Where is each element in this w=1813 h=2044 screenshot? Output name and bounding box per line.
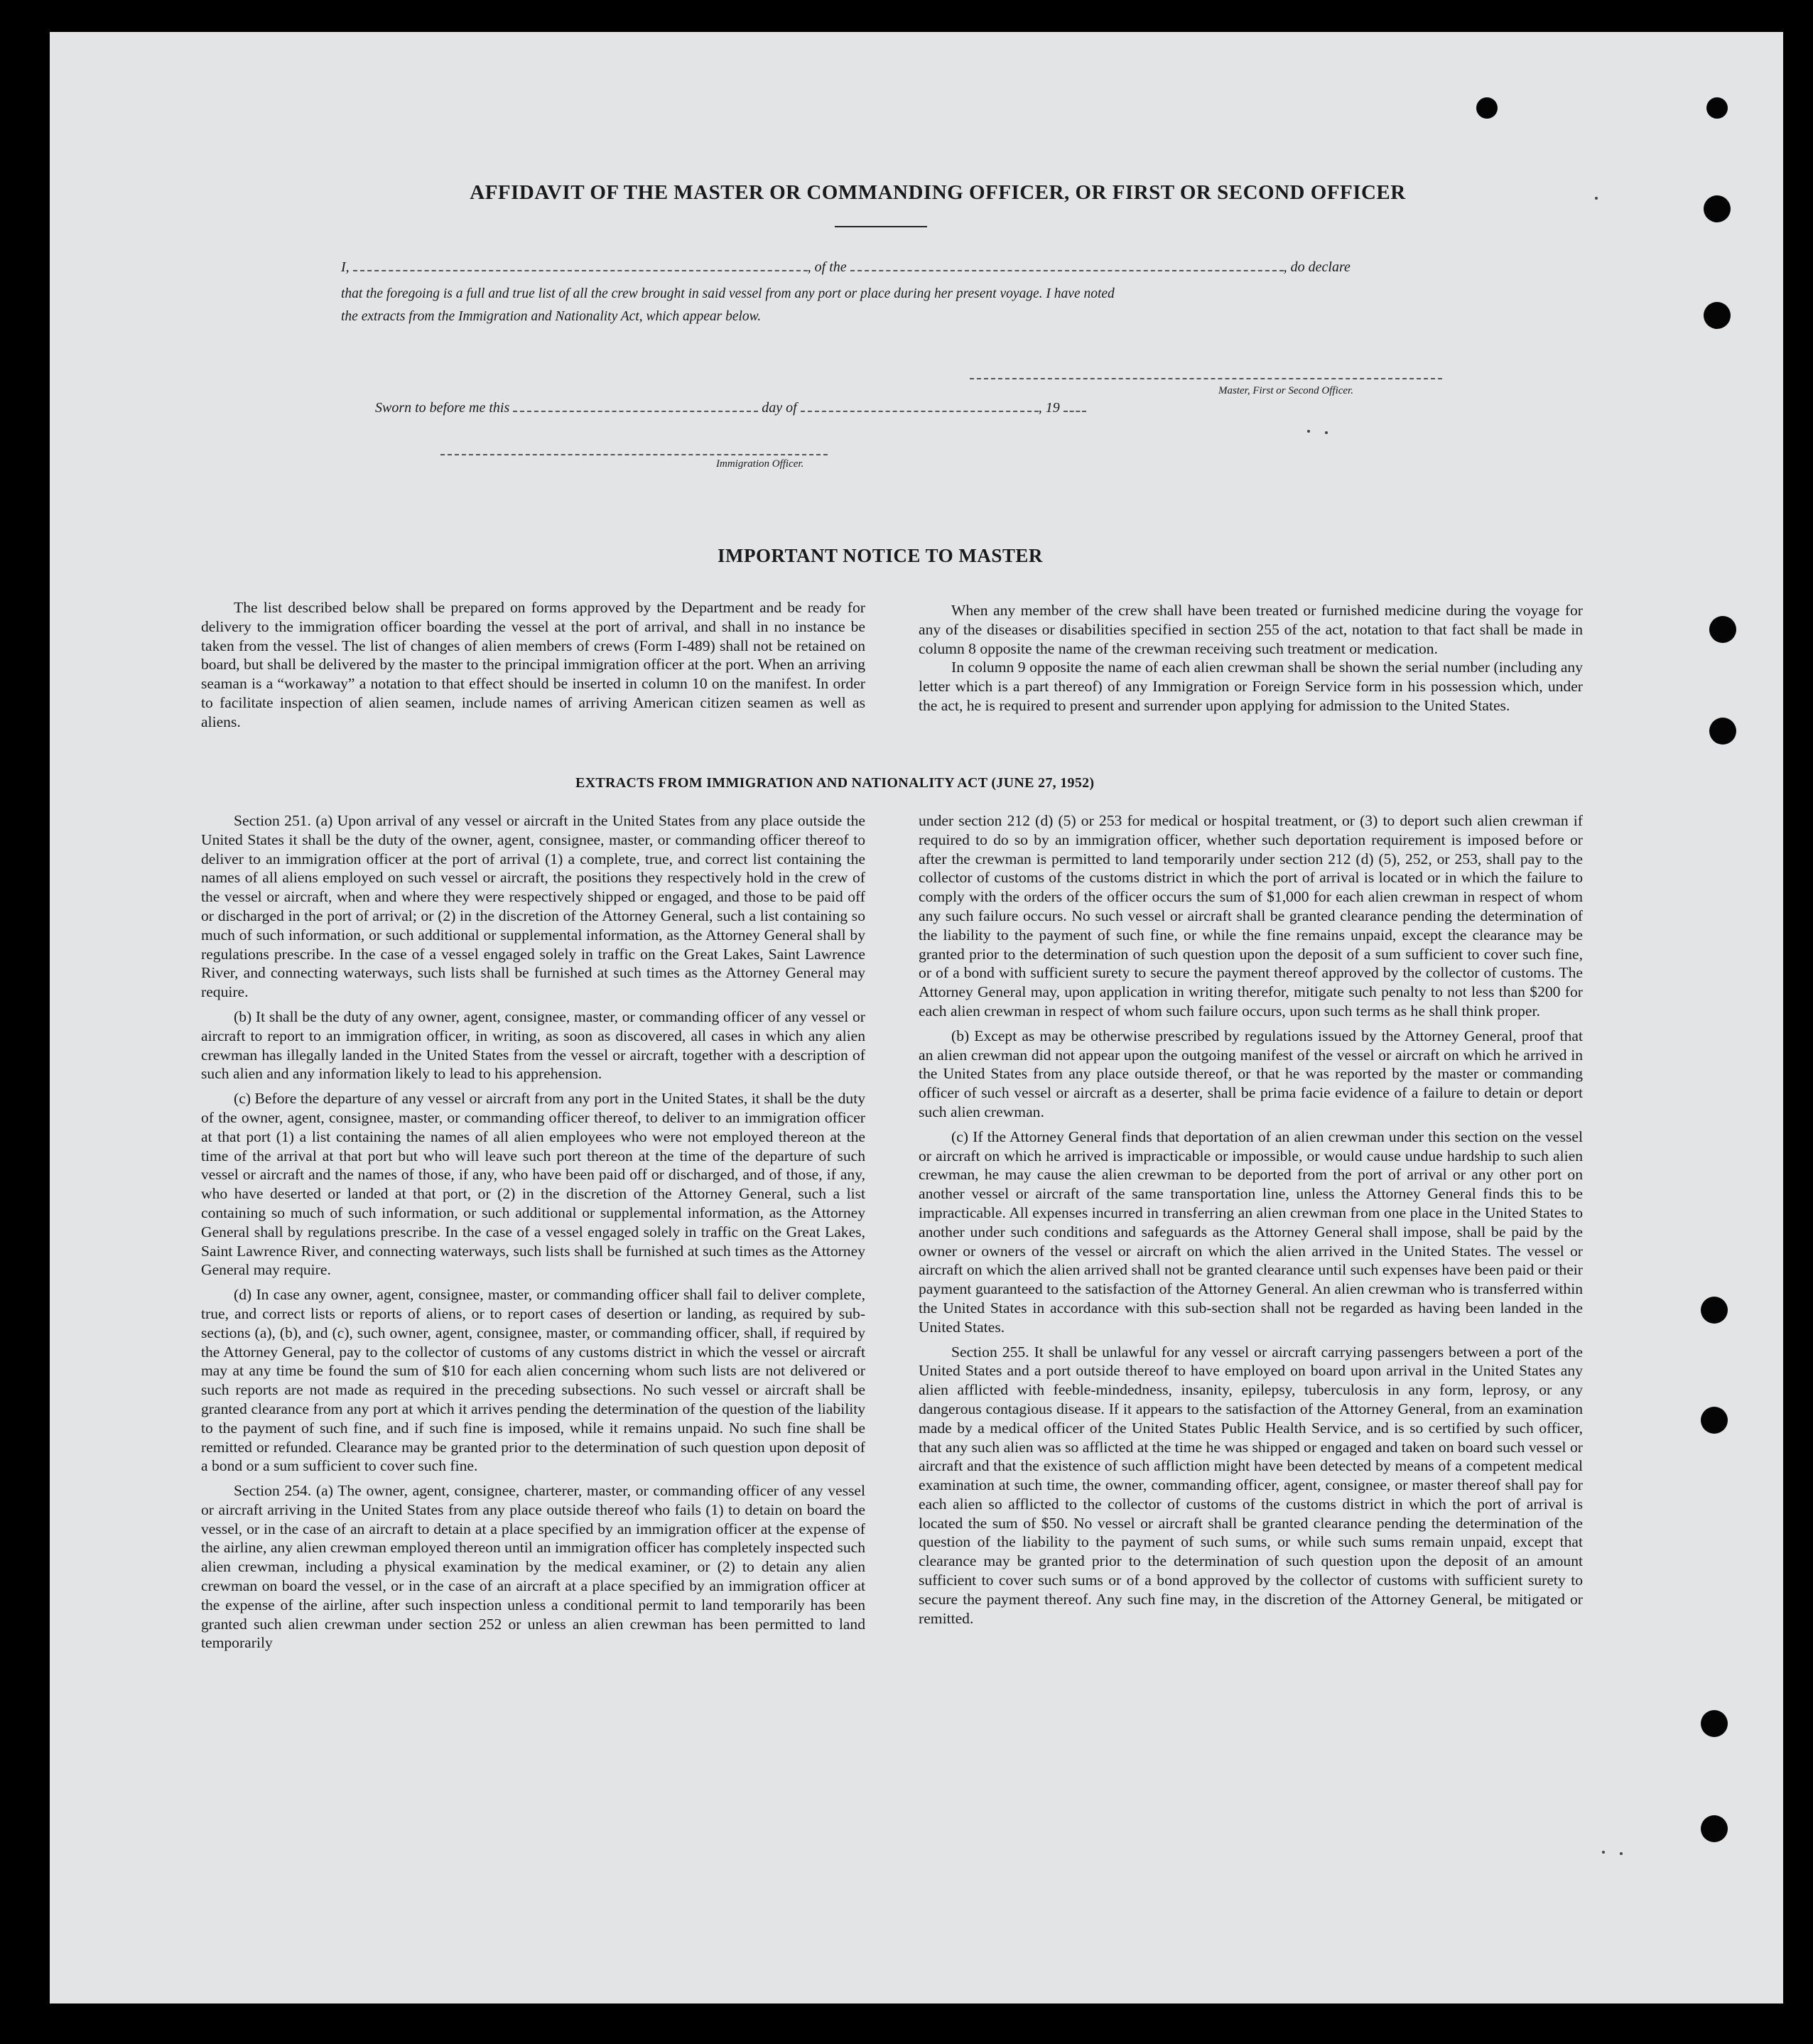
speck [1325,431,1328,434]
extracts-right-column [919,811,1583,1628]
vessel-blank[interactable] [850,267,1284,271]
year-label: , 19 [1038,400,1060,416]
of-the-label: of the [814,259,847,275]
officer-caption: Immigration Officer. [716,458,804,470]
act-paragraph: (d) In case any owner, agent, consignee, master, or commanding officer shall fail to deliver complete, true, and correct lists or reports of aliens, or to report cases of desertion or landing, as required by sub-sections (a), (b), and (c), such owner, agent, consignee, master, or commanding officer, shall, if required by the Attorney General, pay to the collector of customs of any customs district in which the vessel or aircraft may at any time be found the sum of $10 for each alien concerning whom such lists are not delivered or such reports are not made as required in the preceding subsections. No such vessel or aircraft shall be granted clearance from any port at which it arrives pending the determination of the question of the liability to the payment of such fine, and if such fine is imposed, while it remains unpaid. No such fine shall be remitted or refunded. Clearance may be granted prior to the determination of such question upon deposit of a bond or a sum sufficient to cover such fine. [201,1286,865,1475]
punch-hole [1701,1407,1728,1434]
declaration-line: I, , of the , do declare [341,259,1351,275]
speck [1307,430,1310,433]
act-paragraph: (b) Except as may be otherwise prescribed by regulations issued by the Attorney General, proof that an alien crewman did not appear upon the outgoing manifest of the vessel or aircraft on which he arrived in the United States from any place outside thereof, or that he was reported by the master or commanding officer of such vessel or aircraft as a deserter, shall be prima facie evidence of a failure to detain or deport such alien crewman. [919,1027,1583,1120]
speck [1620,1852,1623,1855]
sworn-label: Sworn to before me this [375,400,510,416]
officer-signature-line[interactable] [440,451,828,455]
punch-hole [1709,616,1736,643]
sworn-day-blank[interactable] [513,408,758,412]
act-paragraph: Section 251. (a) Upon arrival of any vessel or aircraft in the United States from any place outside the United States it shall be the duty of the owner, agent, consignee, master, or commanding officer thereof to deliver to an immigration officer at the port of arrival (1) a complete, true, and correct list containing the names of all aliens employed on such vessel or aircraft, the positions they respectively hold in the crew of the vessel or aircraft, when and where they were respectively shipped or engaged, and those to be paid off or discharged in the port of arrival; or (2) in the discretion of the Attorney General, such a list containing so much of such information, or such additional or supplemental information, as the Attorney General shall by regulations prescribe. In the case of a vessel engaged solely in traffic on the Great Lakes, Saint Lawrence River, and connecting waterways, such lists shall be furnished at such times as the Attorney General may require. [201,812,865,1001]
notice-paragraph: When any member of the crew shall have been treated or furnished medicine during the voyage for any of the diseases or disabilities specified in section 255 of the act, notation to that fact shall be made in column 8 opposite the name of the crewman receiving such treatment or medication. [919,602,1583,657]
punch-hole [1706,97,1728,119]
master-signature-line[interactable] [970,375,1442,379]
punch-hole [1476,97,1498,119]
extracts-title: EXTRACTS FROM IMMIGRATION AND NATIONALITY ACT (JUNE 27, 1952) [575,775,1095,791]
act-paragraph: Section 255. It shall be unlawful for any vessel or aircraft carrying passengers between a port of the United States and a port outside thereof to have employed on board upon arrival in the United States any alien afflicted with feeble-mindedness, insanity, epilepsy, tuberculosis in any form, leprosy, or any dangerous contagious disease. If it appears to the satisfaction of the Attorney General, from an examination made by a medical officer of the United States Public Health Service, and is so certified by such officer, that any such alien was so afflicted at the time he was shipped or engaged and taken on board such vessel or aircraft and that the existence of such affliction might have been detected by means of a competent medical examination at such time, the owner, commanding officer, agent, consignee, or master thereof shall pay for each alien so afflicted to the collector of customs of the customs district in which the port of arrival is located the sum of $50. No vessel or aircraft shall be granted clearance pending the determination of the question of the liability to the payment of such sums, or while such sums remain unpaid, except that clearance may be granted prior to the determination of such question upon the deposit of an amount sufficient to cover such sums or of a bond approved by the collector of customs with sufficient surety to secure the payment thereof. Any such fine may, in the discretion of the Attorney General, be mitigated or remitted. [919,1343,1583,1627]
act-paragraph: Section 254. (a) The owner, agent, consignee, charterer, master, or commanding officer of any vessel or aircraft arriving in the United States from any place outside thereof who fails (1) to detain on board the vessel, or in the case of an aircraft to detain at a place specified by an immigration officer at the expense of the airline, any alien crewman employed thereon until an immigration officer has completely inspected such alien crewman, including a physical examination by the medical examiner, or (2) to detain any alien crewman on board the vessel, or in the case of an aircraft at a place specified by an immigration officer at the expense of the airline, after such inspection unless a conditional permit to land temporarily has been granted such alien crewman under section 252 or unless an alien crewman has been permitted to land temporarily [201,1482,865,1652]
notice-title: IMPORTANT NOTICE TO MASTER [718,545,1043,566]
sworn-line [375,400,1086,416]
punch-hole [1701,1297,1728,1324]
notice-paragraph: The list described below shall be prepared on forms approved by the Department and be ready for delivery to the immigration officer boarding the vessel at the port of arrival, and shall in no instance be taken from the vessel. The list of changes of alien members of crews (Form I-489) shall not be retained on board, but shall be delivered by the master to the principal immigration officer at the port. When an arriving seaman is a “workaway” a notation to that effect should be inserted in column 10 on the manifest. In order to facilitate inspection of alien seamen, include names of arriving American citizen seamen as well as aliens. [201,599,865,730]
title-underline [835,226,927,227]
affidavit-title: AFFIDAVIT OF THE MASTER OR COMMANDING OFFICER, OR FIRST OR SECOND OFFICER [470,181,1406,204]
name-blank[interactable] [353,267,808,271]
act-paragraph: under section 212 (d) (5) or 253 for medical or hospital treatment, or (3) to deport such alien crewman if required to do so by an immigration officer, whether such deportation requirement is imposed before or after the crewman is permitted to land temporarily under section 212 (d) (5), 252, or 253, shall pay to the collector of customs of the customs district in which the port of arrival is located or in which the failure to comply with the orders of the officer occurs the sum of $1,000 for each alien crewman in respect of whom any such failure occurs. No such vessel or aircraft shall be granted clearance pending the determination of the liability to the payment of such fine, or while the fine remains unpaid, except the clearance may be granted prior to the determination of such question upon the deposit of a sum sufficient to cover such fine, or of a bond with sufficient surety to secure the payment thereof approved by the collector of customs. The Attorney General may, upon application in writing therefor, mitigate such penalty to not less than $200 for each alien crewman in respect of whom such failure occurs, upon such terms as he shall think proper. [919,812,1583,1020]
act-paragraph: (c) If the Attorney General finds that deportation of an alien crewman under this section on the vessel or aircraft on which he arrived is impracticable or impossible, or would cause undue hardship to such alien crewman, he may cause the alien crewman to be deported from the port of arrival or any other port on another vessel or aircraft of the same transportation line, unless the Attorney General finds this to be impracticable. All expenses incurred in transferring an alien crewman from one place in the United States to another under such conditions and safeguards as the Attorney General shall impose, shall be paid by the owner or owners of the vessel or aircraft on which the alien arrived in the United States. The vessel or aircraft on which the alien arrived shall not be granted clearance until such expenses have been paid or their payment guaranteed to the satisfaction of the Attorney General. An alien crewman who is transferred within the United States in accordance with this sub-section shall not be regarded as having been landed in the United States. [919,1128,1583,1336]
i-label: I, [341,259,350,275]
declare-label: do declare [1290,259,1351,275]
notice-right-column [919,601,1583,715]
punch-hole [1709,718,1736,745]
statement-line-2: the extracts from the Immigration and Nationality Act, which appear below. [341,309,762,324]
notice-paragraph: In column 9 opposite the name of each alien crewman shall be shown the serial number (including any letter which is a part thereof) of any Immigration or Foreign Service form in his possession which, under the act, he is required to present and surrender upon applying for admission to the United States. [919,659,1583,714]
punch-hole [1701,1710,1728,1737]
speck [1602,1851,1605,1854]
notice-left-column [201,598,865,732]
act-paragraph: (c) Before the departure of any vessel or aircraft from any port in the United States, it shall be the duty of the owner, agent, consignee, master, or commanding officer thereof, to deliver to an immigration officer at that port (1) a list containing the names of all alien employees who were not employed thereon at the time of the arrival at that port but who will leave such port thereon at the time of the departure of such vessel or aircraft and the names of those, if any, who have been paid off or discharged, and of those, if any, who have deserted or landed at that port, or (2) in the discretion of the Attorney General, such a list containing so much of such information, or such additional or supplemental information, as the Attorney General shall by regulations prescribe. In the case of a vessel engaged solely in traffic on the Great Lakes, Saint Lawrence River, and connecting waterways, such lists shall be furnished at such times as the Attorney General may require. [201,1090,865,1279]
sworn-month-blank[interactable] [801,408,1039,412]
speck [1595,197,1598,200]
act-paragraph: (b) It shall be the duty of any owner, agent, consignee, master, or commanding officer of any vessel or aircraft to report to an immigration officer, in writing, as soon as discovered, all cases in which any alien crewman has illegally landed in the United States from the vessel or aircraft, together with a description of such alien and any information likely to lead to his apprehension. [201,1007,865,1083]
master-signature-caption: Master, First or Second Officer. [1218,385,1353,396]
punch-hole [1704,195,1731,222]
document-page [50,32,1783,2004]
extracts-left-column [201,811,865,1653]
day-of-label: day of [762,400,797,416]
punch-hole [1704,302,1731,329]
punch-hole [1701,1815,1728,1842]
statement-line-1: that the foregoing is a full and true list of all the crew brought in said vessel from any port or place during her present voyage. I have noted [341,286,1115,301]
sworn-year-blank[interactable] [1064,408,1086,412]
